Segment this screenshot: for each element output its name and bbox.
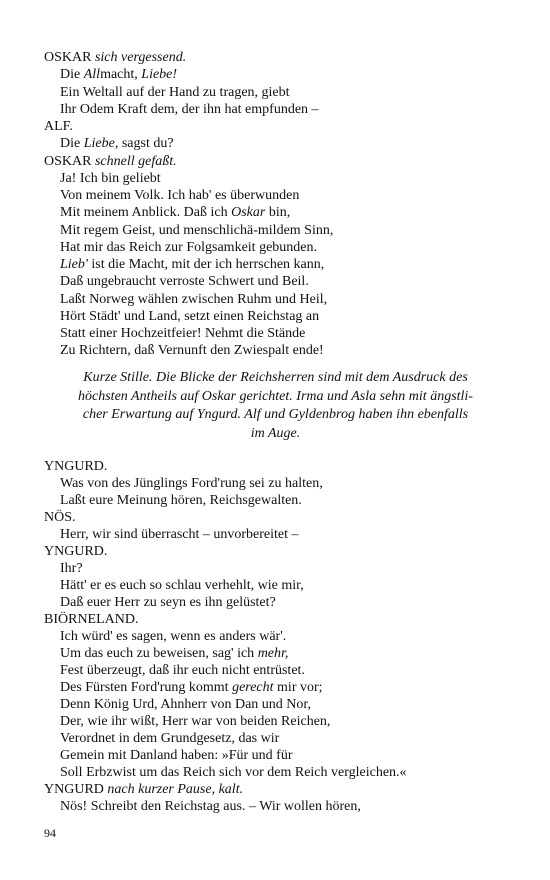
line-text: Fest überzeugt, daß ihr euch nicht entrüstet.: [60, 663, 305, 678]
italic-text: nach kurzer Pause, kalt.: [107, 782, 244, 797]
line-text: Daß ungebraucht verroste Schwert und Beil.: [60, 274, 309, 290]
line-text: Gemein mit Danland haben: »Für und für: [60, 748, 293, 763]
stage-direction-line: höchsten Antheils auf Oskar gerichtet. Irma und Asla sehn mit ängstli-: [78, 388, 473, 404]
line-text: Hätt' er es euch so schlau verhehlt, wie mir,: [60, 578, 304, 593]
verse-line: [60, 187, 299, 204]
line-text: Zu Richtern, daß Vernunft den Zwiespalt ende!: [60, 343, 324, 359]
line-text: Des Fürsten Ford'rung kommt: [60, 680, 233, 695]
line-text: bin,: [265, 205, 291, 221]
speaker-line: [44, 543, 107, 560]
verse-line: [60, 222, 333, 239]
line-text: Denn König Urd, Ahnherr von Dan und Nor,: [60, 697, 312, 712]
verse-line: [60, 239, 317, 256]
line-text: sagst du?: [118, 136, 174, 152]
verse-line: [60, 256, 324, 273]
speaker-line: [44, 781, 243, 798]
line-text: NÖS.: [44, 510, 76, 525]
line-text: Laßt Norweg wählen zwischen Ruhm und Heil,: [60, 291, 328, 307]
stage-direction-line: Kurze Stille. Die Blicke der Reichsherren sind mit dem Ausdruck des: [83, 370, 468, 385]
verse-line: [60, 696, 311, 713]
speaker-line: [44, 118, 73, 135]
verse-line: [60, 325, 305, 342]
italic-text: Liebe!: [141, 67, 178, 83]
line-text: Mit meinem Anblick. Daß ich: [60, 205, 232, 221]
verse-line: [60, 84, 290, 101]
verse-line: [60, 679, 323, 696]
verse-line: [60, 747, 293, 764]
line-text: Hört Städt' und Land, setzt einen Reichstag an: [60, 308, 320, 324]
italic-text: sich vergessend.: [94, 50, 187, 65]
line-text: YNGURD.: [44, 544, 108, 559]
speaker-line: [44, 153, 177, 170]
line-text: Nös! Schreibt den Reichstag aus. – Wir wollen hören,: [60, 799, 361, 814]
verse-line: [60, 135, 174, 152]
italic-text: gerecht: [232, 680, 274, 695]
verse-line: [60, 645, 288, 662]
line-text: Ja! Ich bin geliebt: [60, 170, 161, 186]
italic-text: mehr,: [257, 646, 289, 661]
verse-line: [60, 798, 361, 815]
verse-line: [60, 662, 305, 679]
line-text: Soll Erbzwist um das Reich sich vor dem Reich vergleichen.«: [60, 765, 407, 780]
verse-line: [60, 730, 279, 747]
speaker-line: [44, 509, 76, 526]
verse-line: [60, 291, 327, 308]
verse-line: [60, 101, 319, 118]
line-text: Mit regem Geist, und menschlichä-mildem Sinn,: [60, 222, 334, 238]
line-text: Was von des Jünglings Ford'rung sei zu halten,: [60, 476, 323, 491]
line-text: Ein Weltall auf der Hand zu tragen, giebt: [60, 84, 290, 100]
verse-line: [60, 560, 83, 577]
line-text: Verordnet in dem Grundgesetz, das wir: [60, 731, 280, 746]
line-text: Laßt eure Meinung hören, Reichsgewalten.: [60, 493, 302, 508]
line-text: Der, wie ihr wißt, Herr war von beiden Reichen,: [60, 714, 331, 729]
verse-line: [60, 475, 323, 492]
line-text: Ihr Odem Kraft dem, der ihn hat empfunden –: [60, 101, 319, 117]
line-text: Um das euch zu beweisen, sag' ich: [60, 646, 258, 661]
speaker-line: [44, 611, 139, 628]
line-text: Ich würd' es sagen, wenn es anders wär'.: [60, 629, 287, 644]
line-text: ALF.: [44, 119, 73, 134]
verse-line: [60, 66, 177, 83]
page-number: 94: [44, 826, 56, 840]
line-text: mir vor;: [273, 680, 323, 695]
verse-line: [60, 492, 302, 509]
line-text: OSKAR: [44, 50, 95, 65]
line-text: YNGURD.: [44, 459, 108, 474]
verse-line: [60, 764, 407, 781]
line-text: Die: [60, 67, 84, 83]
verse-line: [60, 308, 319, 325]
line-text: macht,: [100, 67, 142, 83]
line-text: Die: [60, 136, 84, 152]
stage-direction-line: im Auge.: [250, 425, 301, 441]
italic-text: schnell gefaßt.: [94, 153, 177, 169]
line-text: YNGURD: [44, 782, 108, 797]
speaker-line: [44, 458, 107, 475]
line-text: Von meinem Volk. Ich hab' es überwunden: [60, 188, 300, 203]
line-text: Ihr?: [60, 561, 83, 576]
line-text: Hat mir das Reich zur Folgsamkeit gebunden.: [60, 239, 317, 255]
italic-text: Liebe,: [83, 136, 119, 152]
line-text: Statt einer Hochzeitfeier! Nehmt die Stände: [60, 326, 306, 341]
line-text: Herr, wir sind überrascht – unvorbereitet –: [60, 527, 299, 542]
line-text: OSKAR: [44, 153, 95, 169]
verse-line: [60, 342, 324, 359]
italic-text: Lieb': [60, 257, 88, 272]
verse-line: [60, 594, 276, 611]
verse-line: [60, 526, 299, 543]
verse-line: [60, 170, 161, 187]
verse-line: [60, 204, 290, 221]
italic-text: Oskar: [231, 205, 266, 221]
line-text: Daß euer Herr zu seyn es ihn gelüstet?: [60, 595, 276, 610]
italic-text: All: [83, 67, 101, 83]
stage-direction: [44, 369, 507, 443]
verse-line: [60, 713, 330, 730]
line-text: ist die Macht, mit der ich herrschen kann,: [87, 257, 325, 272]
speaker-line: [44, 49, 186, 66]
line-text: BIÖRNELAND.: [44, 612, 139, 627]
verse-line: [60, 577, 304, 594]
stage-direction-line: cher Erwartung auf Yngurd. Alf und Gyldenbrog haben ihn ebenfalls: [82, 407, 469, 422]
verse-line: [60, 273, 309, 290]
verse-line: [60, 628, 286, 645]
